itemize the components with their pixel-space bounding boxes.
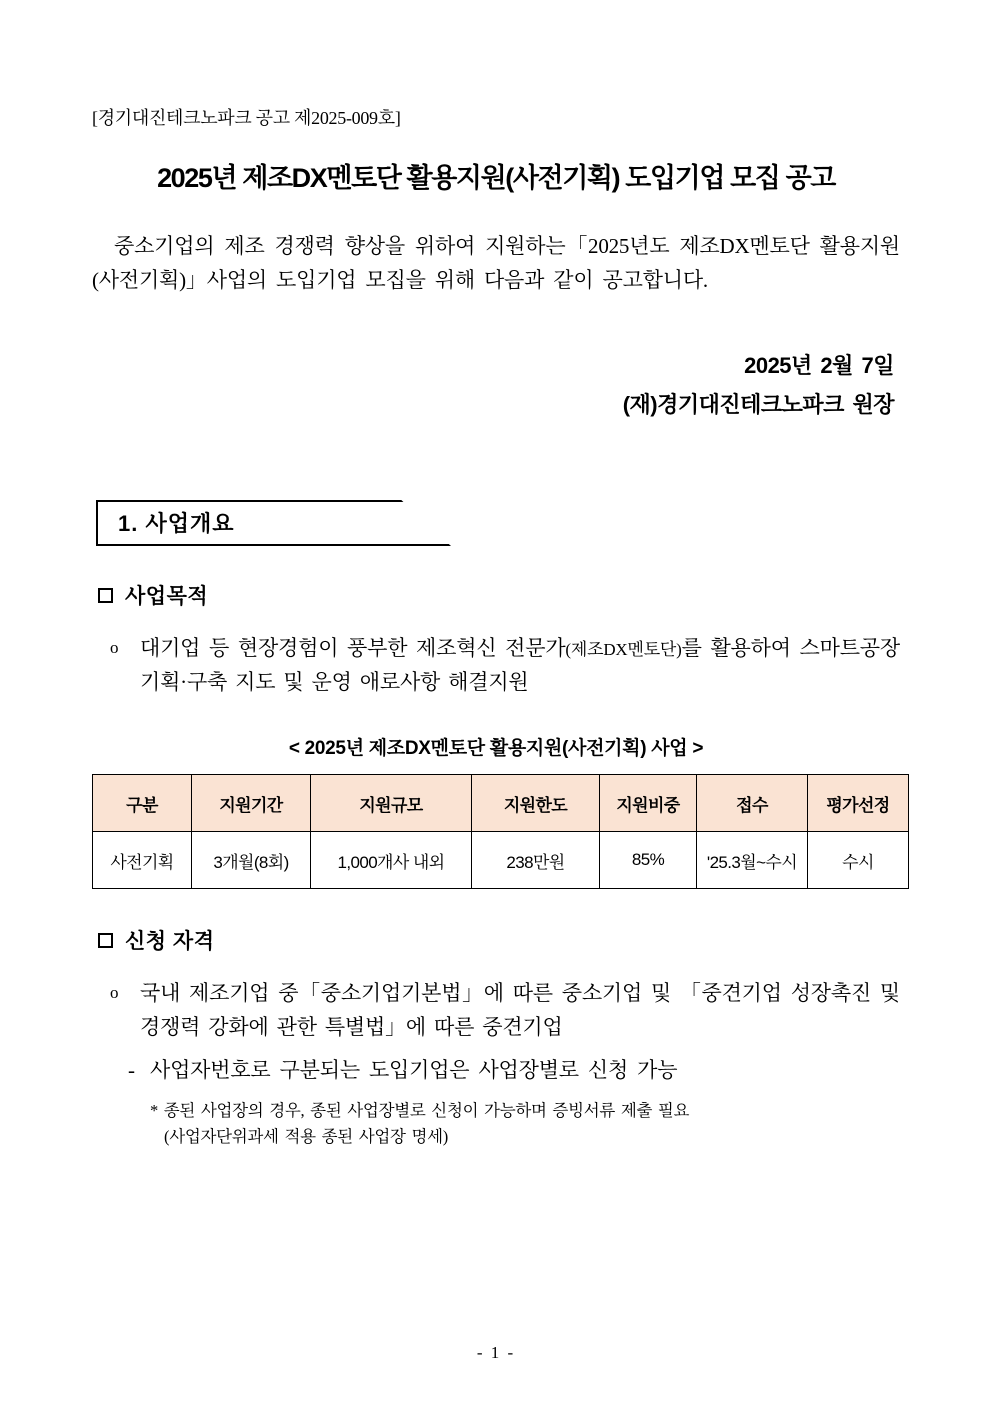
table-cell: 85%: [600, 832, 697, 889]
subsection-heading-purpose: [98, 580, 900, 610]
eligibility-note: [150, 1098, 900, 1149]
table-header-cell: 지원규모: [311, 775, 472, 832]
table-cell: 3개월(8회): [192, 832, 311, 889]
table-header-cell: 지원기간: [192, 775, 311, 832]
checkbox-square-icon: [98, 588, 113, 603]
eligibility-note-line2: (사업자단위과세 적용 종된 사업장 명세): [164, 1126, 448, 1146]
table-header-cell: 평가선정: [808, 775, 909, 832]
dash-marker: -: [128, 1058, 135, 1083]
table-header-cell: 지원비중: [600, 775, 697, 832]
eligibility-sub-bullet: [128, 1054, 900, 1088]
subsection-heading-eligibility: [98, 925, 900, 955]
eligibility-note-line1: * 종된 사업장의 경우, 종된 사업장별로 신청이 가능하며 증빙서류 제출 필요: [150, 1101, 690, 1120]
intro-paragraph: [92, 229, 900, 297]
sign-organization: (재)경기대진테크노파크 원장: [622, 391, 894, 417]
table-cell: '25.3월~수시: [697, 832, 808, 889]
subsection-heading-purpose-label: 사업목적: [125, 585, 209, 609]
section-banner-label: 1. 사업개요: [118, 511, 235, 537]
table-header-row: [93, 775, 909, 832]
eligibility-bullet-text: 국내 제조기업 중「중소기업기본법」에 따른 중소기업 및 「중견기업 성장촉진 및 경쟁력 강화에 관한 특별법」에 따른 중견기업: [140, 981, 900, 1039]
table-cell: 238만원: [472, 832, 600, 889]
purpose-bullet-text: [140, 632, 900, 699]
bullet-marker: o: [110, 638, 119, 658]
document-number: [경기대진테크노파크 공고 제2025-009호]: [92, 108, 401, 128]
purpose-text-part2: 를 활용하여 스마트공장 기획·구축 지도 및 운영 애로사항 해결지원: [140, 636, 900, 694]
table-cell: 1,000개사 내외: [311, 832, 472, 889]
table-cell: 사전기획: [93, 832, 192, 889]
table-header-cell: 접수: [697, 775, 808, 832]
sign-date: 2025년 2월 7일: [744, 353, 894, 379]
table-header-cell: 지원한도: [472, 775, 600, 832]
table-row: [93, 832, 909, 889]
table-header-cell: 구분: [93, 775, 192, 832]
purpose-text-small: (제조DX멘토단): [565, 640, 682, 660]
purpose-text-part1: 대기업 등 현장경험이 풍부한 제조혁신 전문가: [140, 636, 566, 661]
support-program-table: [92, 774, 909, 889]
purpose-bullet: [110, 632, 900, 699]
bullet-marker: o: [110, 983, 119, 1003]
signature-block: [92, 347, 894, 424]
table-cell: 수시: [808, 832, 909, 889]
eligibility-sub-bullet-text: 사업자번호로 구분되는 도입기업은 사업장별로 신청 가능: [150, 1058, 678, 1083]
page-number: - 1 -: [476, 1343, 516, 1362]
eligibility-bullet: [110, 977, 900, 1044]
intro-text: 중소기업의 제조 경쟁력 향상을 위하여 지원하는「2025년도 제조DX멘토단 활용지원(사전기획)」사업의 도입기업 모집을 위해 다음과 같이 공고합니다.: [92, 234, 900, 293]
table-caption: < 2025년 제조DX멘토단 활용지원(사전기획) 사업 >: [288, 738, 704, 760]
page-title: 2025년 제조DX멘토단 활용지원(사전기획) 도입기업 모집 공고: [157, 163, 835, 193]
subsection-heading-eligibility-label: 신청 자격: [125, 930, 215, 954]
checkbox-square-icon: [98, 933, 113, 948]
section-banner-business-overview: [96, 500, 451, 546]
